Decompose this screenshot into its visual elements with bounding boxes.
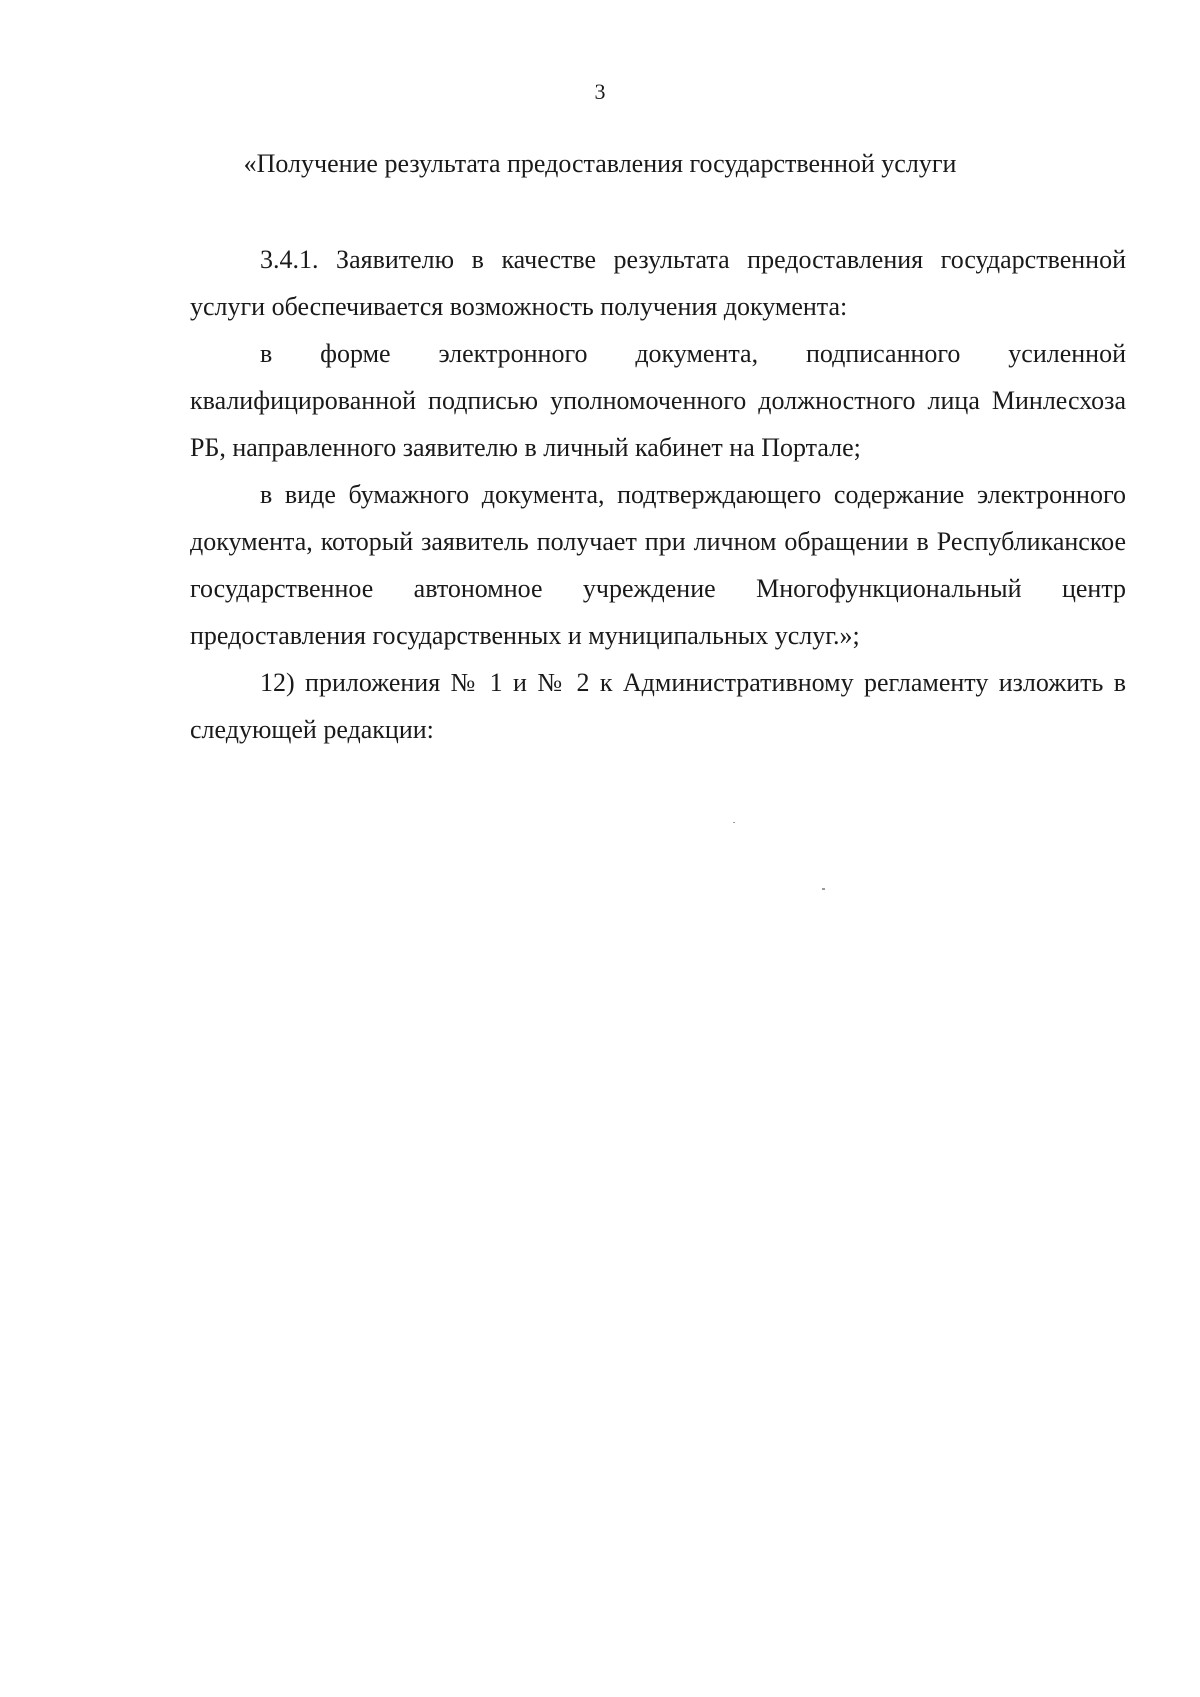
page-number: 3 xyxy=(594,79,606,104)
paragraph-paper-form: в виде бумажного документа, подтверждающего содержание электронного документа, который заявитель получает при личном обращении в Республиканское государственное автономное учреждение Многофункциональный центр предоставления государственных и муниципальных услуг.»; xyxy=(190,480,1126,650)
paragraph-electronic-form: в форме электронного документа, подписанного усиленной квалифицированной подписью уполномоченного должностного лица Минлесхоза РБ, направленного заявителю в личный кабинет на Портале; xyxy=(190,339,1126,462)
scan-speck xyxy=(822,888,825,890)
body-text xyxy=(190,236,1126,753)
paragraph-3-4-1: 3.4.1. Заявителю в качестве результата предоставления государственной услуги обеспечивается возможность получения документа: xyxy=(190,245,1126,321)
section-heading: «Получение результата предоставления государственной услуги xyxy=(243,149,957,178)
scan-speck xyxy=(733,822,735,823)
paragraph-item-12: 12) приложения № 1 и № 2 к Административному регламенту изложить в следующей редакции: xyxy=(190,668,1126,744)
